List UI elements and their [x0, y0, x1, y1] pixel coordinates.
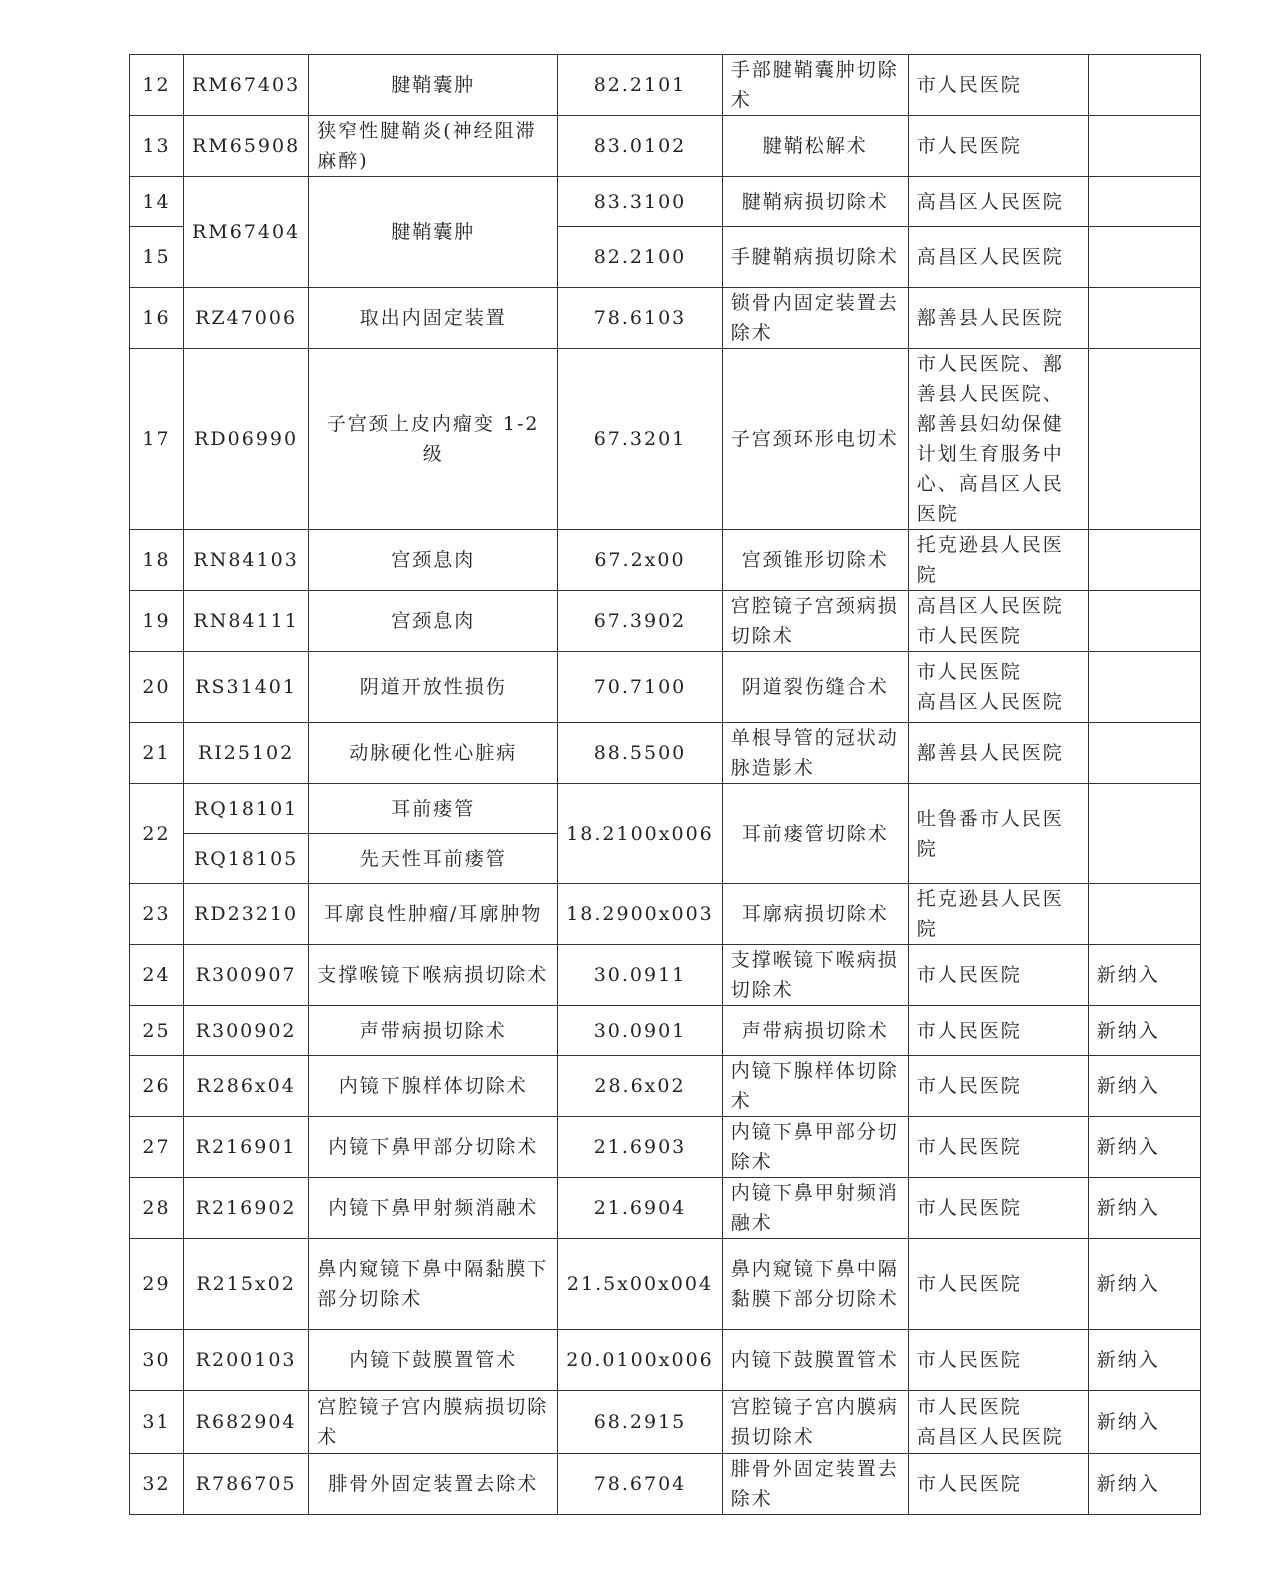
operation-name: 内镜下鼓膜置管术 — [722, 1330, 908, 1391]
diagnosis-code: RM67404 — [184, 177, 309, 288]
operation-name: 手腱鞘病损切除术 — [722, 227, 908, 288]
operation-code: 21.5x00x004 — [558, 1239, 723, 1330]
diagnosis-name: 腓骨外固定装置去除术 — [309, 1454, 558, 1515]
row-number: 22 — [130, 784, 184, 884]
row-number: 13 — [130, 116, 184, 177]
table-row — [130, 1391, 1201, 1454]
row-number: 12 — [130, 55, 184, 116]
operation-name: 腓骨外固定装置去除术 — [722, 1454, 908, 1515]
table-row — [130, 1056, 1201, 1117]
diagnosis-name: 支撑喉镜下喉病损切除术 — [309, 945, 558, 1006]
table-row — [130, 55, 1201, 116]
hospital-name: 鄯善县人民医院 — [908, 288, 1088, 349]
diagnosis-name: 宫腔镜子宫内膜病损切除术 — [309, 1391, 558, 1454]
table-row — [130, 591, 1201, 652]
diagnosis-name: 耳前瘘管 — [309, 784, 558, 834]
operation-name: 子宫颈环形电切术 — [722, 349, 908, 530]
note — [1088, 530, 1200, 591]
hospital-name: 市人民医院、鄯善县人民医院、鄯善县妇幼保健计划生育服务中心、高昌区人民医院 — [908, 349, 1088, 530]
operation-name: 宫腔镜子宫内膜病损切除术 — [722, 1391, 908, 1454]
note — [1088, 116, 1200, 177]
table-row — [130, 349, 1201, 530]
diagnosis-code: RQ18105 — [184, 834, 309, 884]
table-row — [130, 1454, 1201, 1515]
note: 新纳入 — [1088, 1239, 1200, 1330]
diagnosis-name: 声带病损切除术 — [309, 1006, 558, 1056]
note — [1088, 723, 1200, 784]
procedure-table — [129, 54, 1201, 1515]
note: 新纳入 — [1088, 1056, 1200, 1117]
operation-code: 82.2100 — [558, 227, 723, 288]
note: 新纳入 — [1088, 1454, 1200, 1515]
diagnosis-code: R300902 — [184, 1006, 309, 1056]
hospital-name: 市人民医院 — [908, 1117, 1088, 1178]
row-number: 17 — [130, 349, 184, 530]
note — [1088, 591, 1200, 652]
note: 新纳入 — [1088, 945, 1200, 1006]
table-row — [130, 116, 1201, 177]
diagnosis-name: 内镜下鼻甲射频消融术 — [309, 1178, 558, 1239]
operation-code: 21.6903 — [558, 1117, 723, 1178]
note: 新纳入 — [1088, 1330, 1200, 1391]
note — [1088, 652, 1200, 723]
diagnosis-code: RN84111 — [184, 591, 309, 652]
operation-code: 82.2101 — [558, 55, 723, 116]
procedure-table-page — [129, 54, 1201, 1515]
note — [1088, 227, 1200, 288]
hospital-name: 市人民医院 — [908, 1056, 1088, 1117]
hospital-name: 市人民医院 — [908, 55, 1088, 116]
operation-name: 腱鞘松解术 — [722, 116, 908, 177]
row-number: 18 — [130, 530, 184, 591]
hospital-name: 市人民医院 — [908, 1178, 1088, 1239]
diagnosis-name: 内镜下鼓膜置管术 — [309, 1330, 558, 1391]
row-number: 29 — [130, 1239, 184, 1330]
diagnosis-name: 鼻内窥镜下鼻中隔黏膜下部分切除术 — [309, 1239, 558, 1330]
diagnosis-code: R682904 — [184, 1391, 309, 1454]
diagnosis-code: R200103 — [184, 1330, 309, 1391]
diagnosis-name: 狭窄性腱鞘炎(神经阻滞麻醉) — [309, 116, 558, 177]
operation-name: 耳廓病损切除术 — [722, 884, 908, 945]
hospital-name: 托克逊县人民医院 — [908, 884, 1088, 945]
operation-code: 67.2x00 — [558, 530, 723, 591]
diagnosis-code: RD23210 — [184, 884, 309, 945]
operation-name: 支撑喉镜下喉病损切除术 — [722, 945, 908, 1006]
hospital-name: 市人民医院 — [908, 1239, 1088, 1330]
note: 新纳入 — [1088, 1391, 1200, 1454]
hospital-name: 市人民医院 — [908, 116, 1088, 177]
note: 新纳入 — [1088, 1006, 1200, 1056]
operation-code: 83.3100 — [558, 177, 723, 227]
hospital-name: 高昌区人民医院 — [908, 177, 1088, 227]
diagnosis-name: 腱鞘囊肿 — [309, 177, 558, 288]
row-number: 25 — [130, 1006, 184, 1056]
table-row — [130, 1178, 1201, 1239]
operation-code: 30.0911 — [558, 945, 723, 1006]
hospital-name: 市人民医院 高昌区人民医院 — [908, 652, 1088, 723]
operation-name: 阴道裂伤缝合术 — [722, 652, 908, 723]
note — [1088, 177, 1200, 227]
hospital-name: 高昌区人民医院 — [908, 227, 1088, 288]
note — [1088, 288, 1200, 349]
diagnosis-code: R216901 — [184, 1117, 309, 1178]
diagnosis-name: 耳廓良性肿瘤/耳廓肿物 — [309, 884, 558, 945]
row-number: 27 — [130, 1117, 184, 1178]
row-number: 23 — [130, 884, 184, 945]
row-number: 32 — [130, 1454, 184, 1515]
diagnosis-code: RI25102 — [184, 723, 309, 784]
operation-code: 67.3902 — [558, 591, 723, 652]
table-row — [130, 1330, 1201, 1391]
operation-name: 耳前瘘管切除术 — [722, 784, 908, 884]
hospital-name: 市人民医院 — [908, 1454, 1088, 1515]
row-number: 15 — [130, 227, 184, 288]
table-row — [130, 1117, 1201, 1178]
operation-name: 锁骨内固定装置去除术 — [722, 288, 908, 349]
hospital-name: 高昌区人民医院 市人民医院 — [908, 591, 1088, 652]
operation-code: 18.2100x006 — [558, 784, 723, 884]
note — [1088, 884, 1200, 945]
table-row — [130, 288, 1201, 349]
operation-name: 内镜下腺样体切除术 — [722, 1056, 908, 1117]
diagnosis-code: RN84103 — [184, 530, 309, 591]
diagnosis-name: 动脉硬化性心脏病 — [309, 723, 558, 784]
operation-name: 手部腱鞘囊肿切除术 — [722, 55, 908, 116]
diagnosis-name: 宫颈息肉 — [309, 591, 558, 652]
table-row — [130, 945, 1201, 1006]
hospital-name: 市人民医院 — [908, 945, 1088, 1006]
operation-name: 内镜下鼻甲射频消融术 — [722, 1178, 908, 1239]
note — [1088, 349, 1200, 530]
diagnosis-code: RM67403 — [184, 55, 309, 116]
hospital-name: 吐鲁番市人民医院 — [908, 784, 1088, 884]
diagnosis-name: 内镜下鼻甲部分切除术 — [309, 1117, 558, 1178]
table-row — [130, 1239, 1201, 1330]
diagnosis-name: 宫颈息肉 — [309, 530, 558, 591]
table-row — [130, 1006, 1201, 1056]
hospital-name: 市人民医院 高昌区人民医院 — [908, 1391, 1088, 1454]
operation-code: 68.2915 — [558, 1391, 723, 1454]
operation-name: 声带病损切除术 — [722, 1006, 908, 1056]
diagnosis-name: 阴道开放性损伤 — [309, 652, 558, 723]
operation-code: 28.6x02 — [558, 1056, 723, 1117]
note: 新纳入 — [1088, 1117, 1200, 1178]
row-number: 28 — [130, 1178, 184, 1239]
operation-code: 78.6704 — [558, 1454, 723, 1515]
diagnosis-code: RQ18101 — [184, 784, 309, 834]
hospital-name: 托克逊县人民医院 — [908, 530, 1088, 591]
row-number: 19 — [130, 591, 184, 652]
diagnosis-code: R215x02 — [184, 1239, 309, 1330]
table-row — [130, 784, 1201, 834]
row-number: 31 — [130, 1391, 184, 1454]
table-row — [130, 652, 1201, 723]
operation-code: 20.0100x006 — [558, 1330, 723, 1391]
row-number: 21 — [130, 723, 184, 784]
hospital-name: 市人民医院 — [908, 1330, 1088, 1391]
diagnosis-name: 取出内固定装置 — [309, 288, 558, 349]
row-number: 30 — [130, 1330, 184, 1391]
operation-code: 30.0901 — [558, 1006, 723, 1056]
diagnosis-code: R786705 — [184, 1454, 309, 1515]
operation-name: 鼻内窥镜下鼻中隔黏膜下部分切除术 — [722, 1239, 908, 1330]
note — [1088, 55, 1200, 116]
diagnosis-code: R216902 — [184, 1178, 309, 1239]
diagnosis-name: 内镜下腺样体切除术 — [309, 1056, 558, 1117]
table-row — [130, 530, 1201, 591]
operation-code: 78.6103 — [558, 288, 723, 349]
hospital-name: 鄯善县人民医院 — [908, 723, 1088, 784]
hospital-name: 市人民医院 — [908, 1006, 1088, 1056]
operation-name: 腱鞘病损切除术 — [722, 177, 908, 227]
row-number: 20 — [130, 652, 184, 723]
table-row — [130, 177, 1201, 227]
row-number: 16 — [130, 288, 184, 349]
note: 新纳入 — [1088, 1178, 1200, 1239]
operation-code: 88.5500 — [558, 723, 723, 784]
table-row — [130, 884, 1201, 945]
operation-code: 83.0102 — [558, 116, 723, 177]
diagnosis-code: RS31401 — [184, 652, 309, 723]
operation-name: 单根导管的冠状动脉造影术 — [722, 723, 908, 784]
operation-code: 67.3201 — [558, 349, 723, 530]
operation-name: 宫颈锥形切除术 — [722, 530, 908, 591]
diagnosis-name: 先天性耳前瘘管 — [309, 834, 558, 884]
diagnosis-code: RZ47006 — [184, 288, 309, 349]
operation-code: 21.6904 — [558, 1178, 723, 1239]
operation-name: 宫腔镜子宫颈病损切除术 — [722, 591, 908, 652]
row-number: 14 — [130, 177, 184, 227]
diagnosis-name: 子宫颈上皮内瘤变 1-2 级 — [309, 349, 558, 530]
diagnosis-code: R286x04 — [184, 1056, 309, 1117]
operation-code: 70.7100 — [558, 652, 723, 723]
operation-code: 18.2900x003 — [558, 884, 723, 945]
operation-name: 内镜下鼻甲部分切除术 — [722, 1117, 908, 1178]
row-number: 24 — [130, 945, 184, 1006]
note — [1088, 784, 1200, 884]
diagnosis-code: RM65908 — [184, 116, 309, 177]
diagnosis-code: RD06990 — [184, 349, 309, 530]
row-number: 26 — [130, 1056, 184, 1117]
diagnosis-name: 腱鞘囊肿 — [309, 55, 558, 116]
table-row — [130, 723, 1201, 784]
diagnosis-code: R300907 — [184, 945, 309, 1006]
